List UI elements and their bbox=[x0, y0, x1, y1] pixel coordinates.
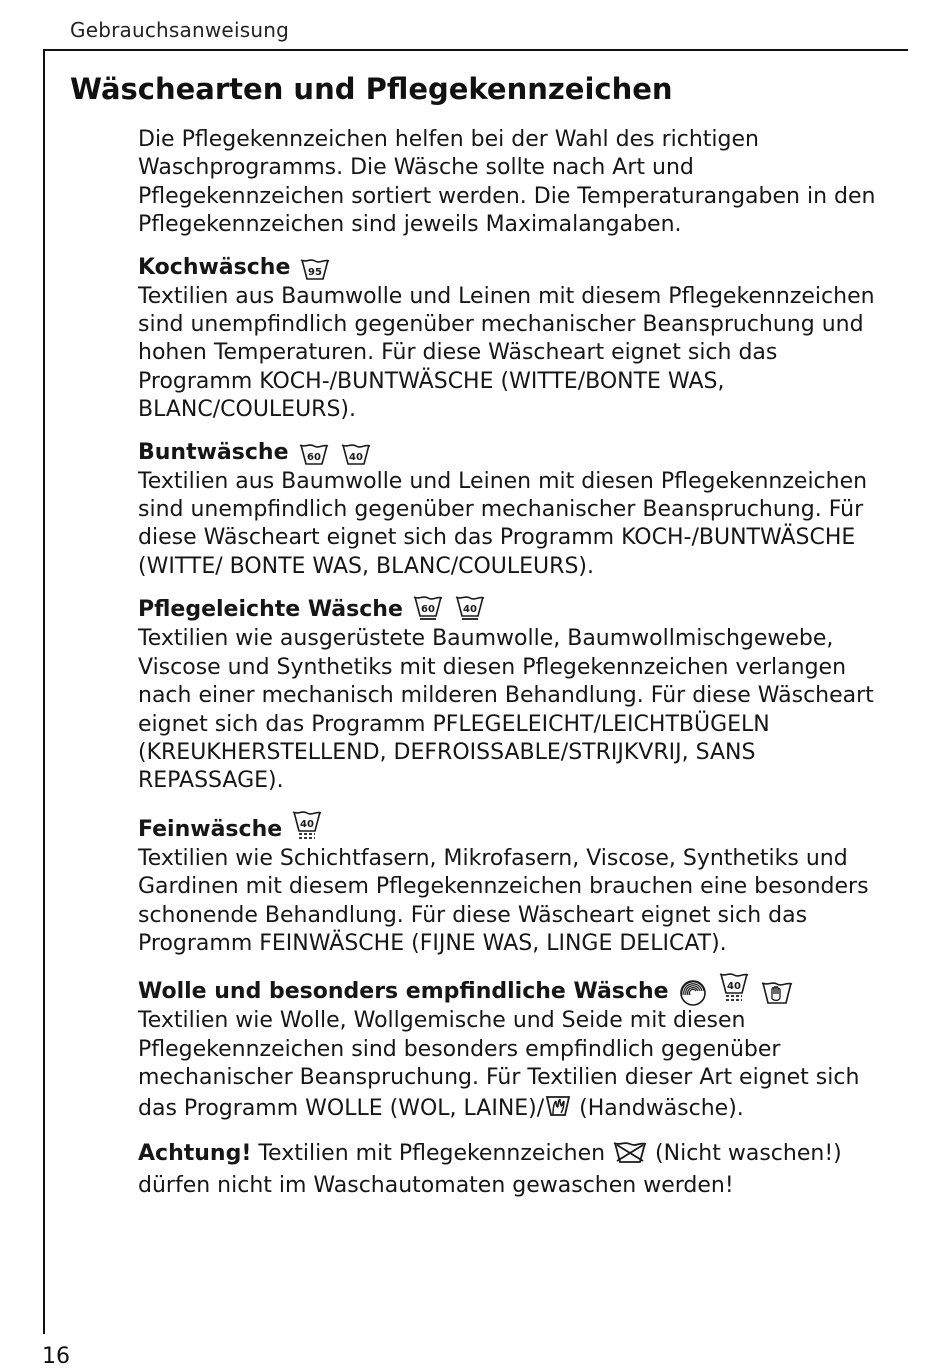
section-pflegeleicht bbox=[138, 594, 888, 795]
section-title-label: Buntwäsche bbox=[138, 439, 289, 465]
header-rule bbox=[43, 49, 908, 51]
section-body bbox=[138, 1007, 888, 1127]
wash-tub-40-double-bar-icon bbox=[292, 809, 322, 845]
do-not-wash-icon bbox=[612, 1140, 648, 1172]
section-feinwaesche bbox=[138, 809, 888, 959]
section-title-label: Pflegeleichte Wäsche bbox=[138, 597, 403, 623]
content bbox=[138, 126, 888, 1214]
svg-text:95: 95 bbox=[308, 266, 323, 278]
page-number: 16 bbox=[42, 1344, 70, 1369]
margin-rule bbox=[43, 49, 45, 1334]
wash-tub-60-bar-icon bbox=[413, 594, 443, 625]
wash-tub-40-double-bar-icon bbox=[719, 971, 749, 1007]
warning-paragraph bbox=[138, 1140, 888, 1201]
wash-tub-60-icon bbox=[299, 442, 329, 468]
section-title bbox=[138, 971, 888, 1007]
wool-ball-icon bbox=[679, 979, 707, 1007]
svg-text:60: 60 bbox=[420, 604, 435, 616]
section-title-label: Feinwäsche bbox=[138, 816, 283, 842]
section-title-label: Kochwäsche bbox=[138, 254, 291, 280]
svg-text:60: 60 bbox=[306, 451, 321, 463]
section-body-text-tail: (Handwäsche). bbox=[572, 1095, 744, 1121]
svg-text:40: 40 bbox=[726, 981, 741, 993]
section-body: Textilien aus Baumwolle und Leinen mit diesen Pflegekennzeichen sind unempfindlich gegenüber mechanischer Beanspruchung. Für diese Wäscheart eignet sich das Programm KOCH-/BUNTWÄSCHE (WITTE/ BONTE WAS, BLANC/COULEURS). bbox=[138, 468, 868, 579]
svg-text:40: 40 bbox=[348, 451, 363, 463]
section-title bbox=[138, 438, 888, 468]
section-body-text: Textilien wie Wolle, Wollgemische und Seide mit diesen Pflegekennzeichen sind besonders empfindlich gegenüber mechanischer Beanspruchung. Für Textilien dieser Art eignet sich das Programm WOLLE (WOL, LAINE)/ bbox=[138, 1008, 860, 1121]
hand-wash-icon bbox=[761, 979, 793, 1007]
section-body: Textilien aus Baumwolle und Leinen mit diesem Pflegekennzeichen sind unempfindlich gegenüber mechanischer Beanspruchung und hohen Temperaturen. Für diese Wäscheart eignet sich das Programm KOCH-/BUNTWÄSCHE (WITTE/BONTE WAS, BLANC/COULEURS). bbox=[138, 283, 875, 423]
intro-paragraph: Die Pflegekennzeichen helfen bei der Wahl des richtigen Waschprogramms. Die Wäsche sollte nach Art und Pflegekennzeichen sortiert werden. Die Temperaturangaben in den Pflegekennzeichen sind jeweils Maximalangaben. bbox=[138, 127, 876, 238]
care-symbols bbox=[679, 971, 793, 1007]
wash-tub-95-icon bbox=[300, 257, 330, 283]
care-symbols bbox=[299, 442, 371, 468]
section-body: Textilien wie Schichtfasern, Mikrofasern, Viscose, Synthetiks und Gardinen mit diesem Pflegekennzeichen brauchen eine besonders schonende Behandlung. Für diese Wäscheart eignet sich das Programm FEINWÄSCHE (FIJNE WAS, LINGE DELICAT). bbox=[138, 845, 869, 956]
care-symbols bbox=[292, 809, 322, 845]
section-title bbox=[138, 594, 888, 625]
section-title bbox=[138, 253, 888, 283]
warning-label: Achtung! bbox=[138, 1140, 252, 1166]
hand-wash-program-icon bbox=[544, 1093, 572, 1127]
section-title bbox=[138, 809, 888, 845]
section-kochwaesche bbox=[138, 253, 888, 425]
wash-tub-40-icon bbox=[341, 442, 371, 468]
svg-text:40: 40 bbox=[300, 818, 315, 830]
warning-text-tail: (Nicht waschen!) dürfen nicht im Waschautomaten gewaschen werden! bbox=[138, 1140, 842, 1199]
care-symbols bbox=[300, 257, 330, 283]
section-body: Textilien wie ausgerüstete Baumwolle, Baumwollmischgewebe, Viscose und Synthetiks mit diesen Pflegekennzeichen verlangen nach einer mechanisch milderen Behandlung. Für diese Wäscheart eignet sich das Programm PFLEGELEICHT/LEICHTBÜGELN (KREUKHERSTELLEND, DEFROISSABLE/STRIJKVRIJ, SANS REPASSAGE). bbox=[138, 626, 874, 794]
page-title: Wäschearten und Pflegekennzeichen bbox=[70, 72, 673, 106]
wash-tub-40-bar-icon bbox=[455, 594, 485, 625]
warning-text: Textilien mit Pflegekennzeichen bbox=[251, 1140, 613, 1166]
svg-text:40: 40 bbox=[462, 604, 477, 616]
section-wolle bbox=[138, 971, 888, 1127]
section-buntwaesche bbox=[138, 438, 888, 582]
care-symbols bbox=[413, 594, 485, 625]
section-title-label: Wolle und besonders empfindliche Wäsche bbox=[138, 979, 669, 1005]
running-header: Gebrauchsanweisung bbox=[70, 18, 289, 42]
